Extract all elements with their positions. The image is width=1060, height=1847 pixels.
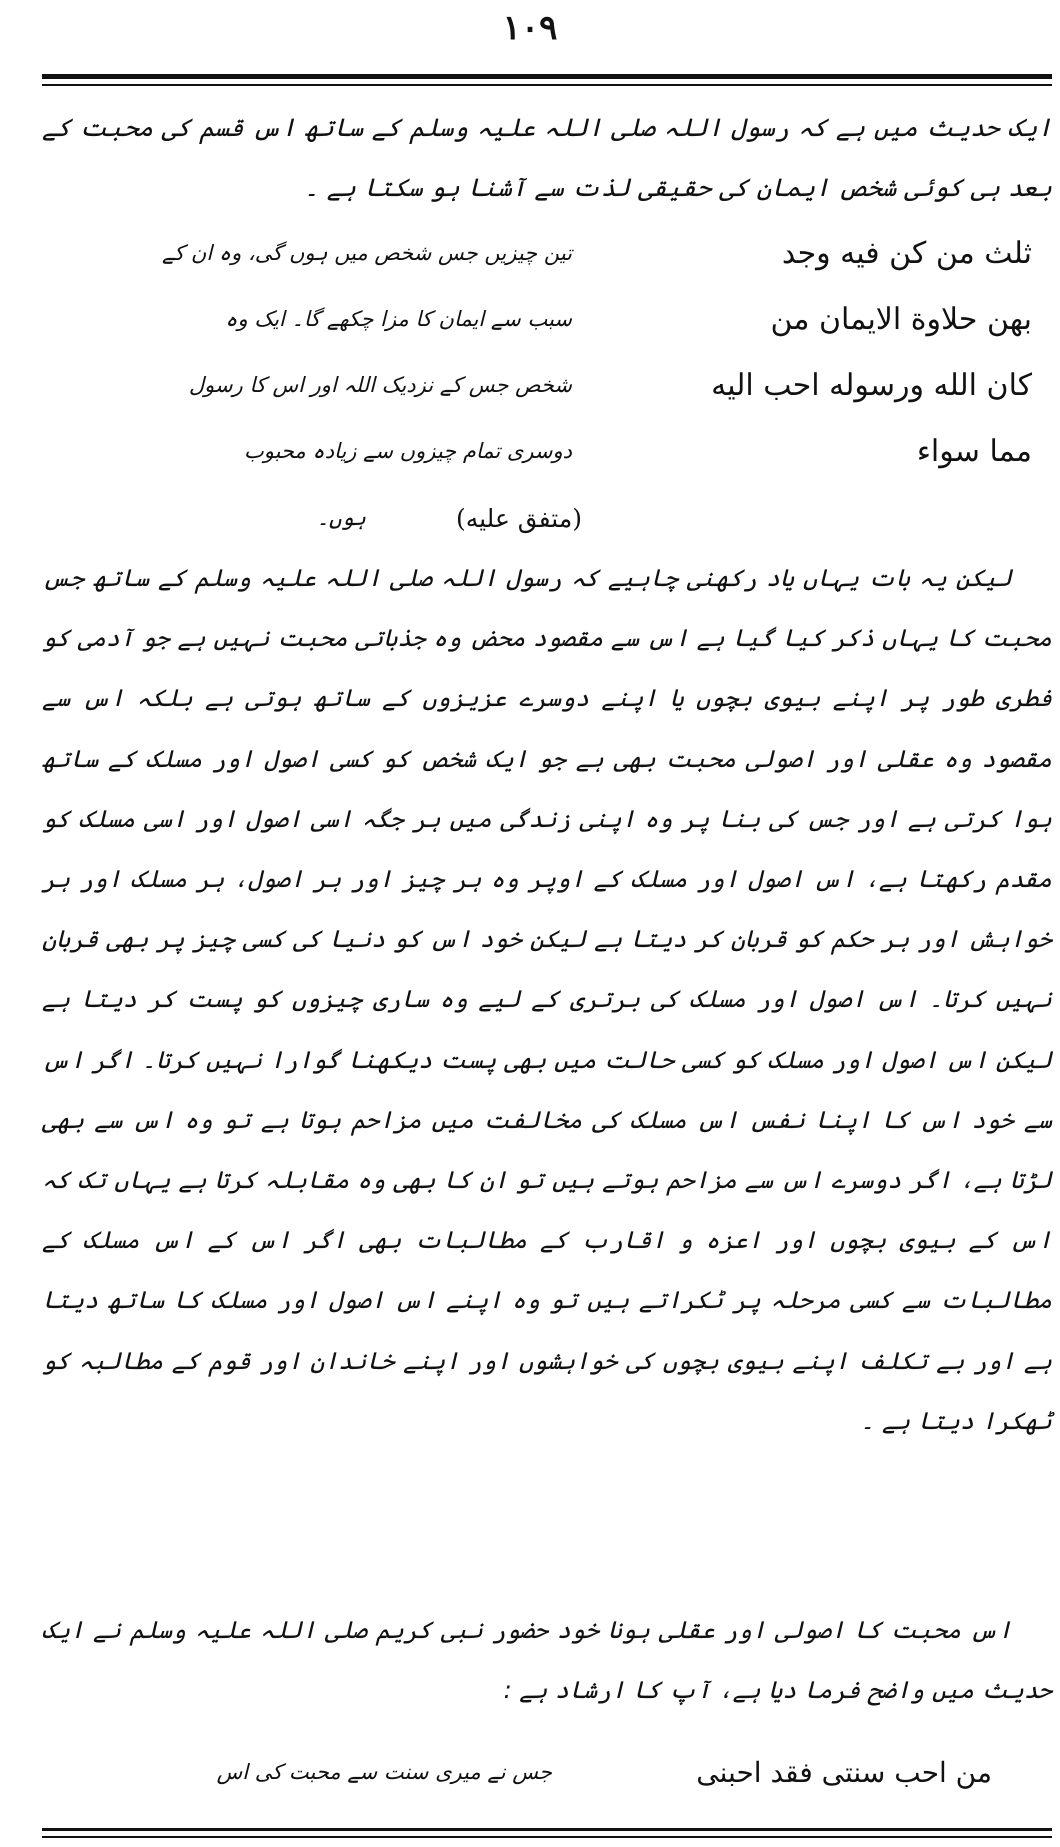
- hadith-arabic-line: من احب سنتی فقد احبنی: [696, 1755, 992, 1789]
- hadith-row: [42, 352, 1052, 418]
- bottom-rule-thick: [42, 1828, 1052, 1831]
- hadith-arabic-line: بهن حلاوة الایمان من: [770, 301, 1032, 337]
- hadith-source: (متفق علیه): [455, 503, 582, 533]
- top-rule-thick: [42, 74, 1052, 79]
- main-paragraph: [42, 548, 1052, 1451]
- hadith-translation-line: دوسری تمام چیزوں سے زیادہ محبوب: [243, 439, 572, 463]
- top-rule-thin: [42, 84, 1052, 86]
- main-paragraph-text: لیکن یہ بات یہاں یاد رکھنی چاہیے کہ رسول اللہ صلی اللہ علیہ وسلم کے ساتھ جس محبت کا یہاں ذکر کیا گیا ہے اس سے مقصود محض وہ جذباتی محبت نہیں ہے جو آدمی کو فطری طور پر اپنے بیوی بچوں یا اپنے دوسرے عزیزوں کے ساتھ ہوتی ہے بلکہ اس سے مقصود وہ عقلی اور اصولی محبت بھی ہے جو ایک شخص کو کسی اصول اور مسلک کے ساتھ ہوا کرتی ہے اور جس کی بنا پر وہ اپنی زندگی میں ہر جگہ اسی اصول اور اسی مسلک کو مقدم رکھتا ہے، اس اصول اور مسلک کے اوپر وہ ہر چیز اور ہر اصول، ہر مسلک اور ہر خواہش اور ہر حکم کو قربان کر دیتا ہے لیکن خود اس کو دنیا کی کسی چیز پر بھی قربان نہیں کرتا۔ اس اصول اور مسلک کی برتری کے لیے وہ ساری چیزوں کو پست کر دیتا ہے لیکن اس اصول اور مسلک کو کسی حالت میں بھی پست دیکھنا گوارا نہیں کرتا۔ اگر اس سے خود اس کا اپنا نفس اس مسلک کی مخالفت میں مزاحم ہوتا ہے تو وہ اس سے بھی لڑتا ہے، اگر دوسرے اس سے مزاحم ہوتے ہیں تو ان کا بھی وہ مقابلہ کرتا ہے یہاں تک کہ اس کے بیوی بچوں اور اعزہ و اقارب کے مطالبات بھی اگر اس کے اس مسلک کے مطالبات سے کسی مرحلہ پر ٹکراتے ہیں تو وہ اپنے اس اصول اور مسلک کا ساتھ دیتا ہے اور بے تکلف اپنے بیوی بچوں کی خواہشوں اور اپنے خاندان اور قوم کے مطالبہ کو ٹھکرا دیتا ہے ۔: [42, 564, 1052, 1435]
- hadith-2-block: [42, 1742, 1052, 1802]
- page-number: ۱۰۹: [502, 8, 558, 48]
- closing-paragraph: [42, 1600, 1052, 1720]
- hadith-translation-line: جس نے میری سنت سے محبت کی اس: [216, 1760, 552, 1784]
- hadith-translation-line: شخص جس کے نزدیک اللہ اور اس کا رسول: [188, 373, 572, 397]
- hadith-row: [42, 220, 1052, 286]
- hadith-row: [42, 286, 1052, 352]
- closing-paragraph-text: اس محبت کا اصولی اور عقلی ہونا خود حضور نبی کریم صلی اللہ علیہ وسلم نے ایک حدیث میں واضح فرما دیا ہے، آپ کا ارشاد ہے :: [42, 1616, 1052, 1704]
- bottom-rule-thin: [42, 1836, 1052, 1838]
- hadith-arabic-line: کان الله ورسوله احب الیه: [711, 367, 1032, 403]
- hadith-translation-end: ہوں۔: [316, 506, 366, 530]
- hadith-arabic-line: ثلث من کن فیه وجد: [781, 235, 1032, 271]
- hadith-1-block: [42, 220, 1052, 484]
- hadith-arabic-line: مما سواء: [916, 433, 1032, 469]
- hadith-source-row: [42, 490, 1052, 546]
- hadith-translation-line: سبب سے ایمان کا مزا چکھے گا۔ ایک وہ: [225, 307, 572, 331]
- hadith-row: [42, 418, 1052, 484]
- hadith-translation-line: تین چیزیں جس شخص میں ہوں گی، وہ ان کے: [161, 241, 572, 265]
- intro-paragraph: ایک حدیث میں ہے کہ رسول اللہ صلی اللہ علیہ وسلم کے ساتھ اس قسم کی محبت کے بعد ہی کوئی شخص ایمان کی حقیقی لذت سے آشنا ہو سکتا ہے ۔: [42, 113, 1052, 202]
